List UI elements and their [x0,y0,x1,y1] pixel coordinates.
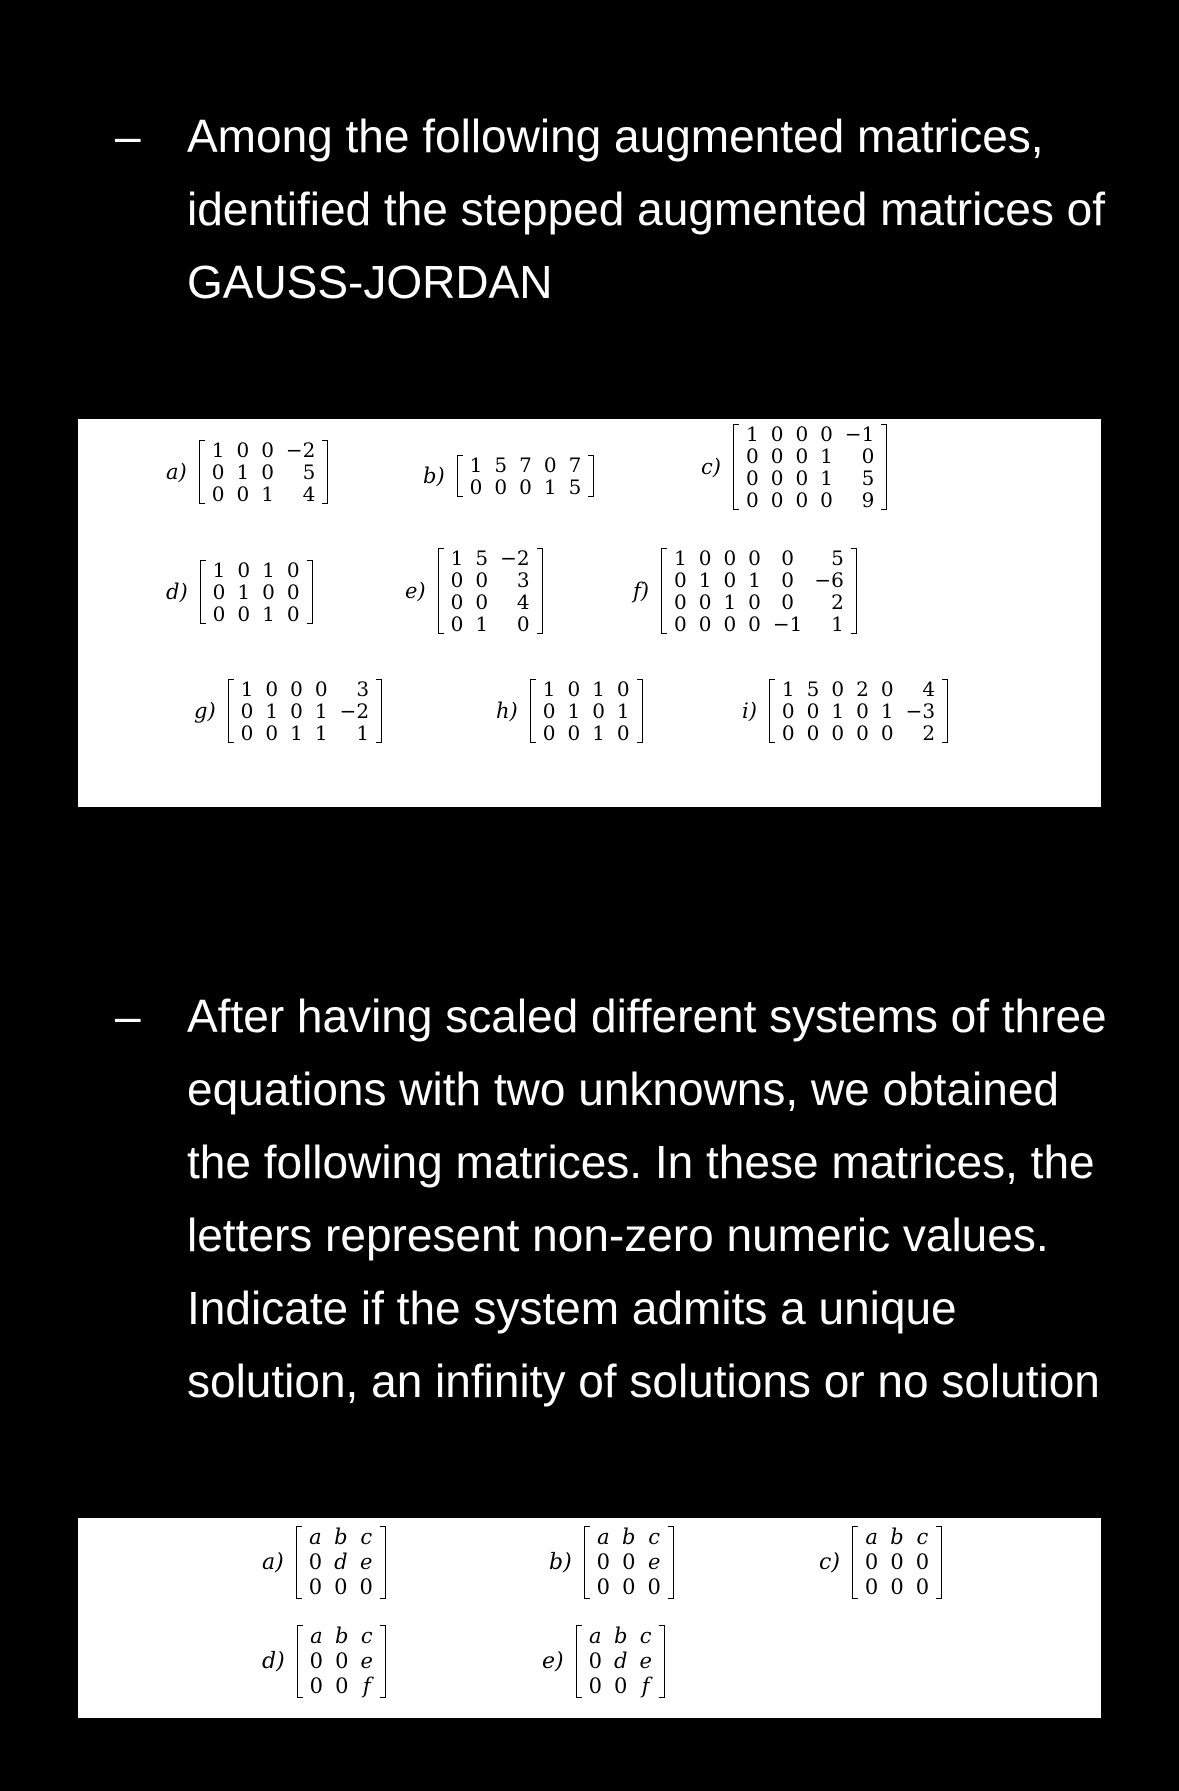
matrix-cell: 1 [290,721,303,745]
matrices-panel-1 [78,419,1101,807]
matrix-cell: 0 [622,1550,636,1574]
matrix-cell: e [360,1550,373,1574]
matrix-cell: 1 [745,422,759,446]
matrix-cell: 1 [880,699,894,723]
matrix-cell: 0 [450,612,464,636]
matrix-cell: 5 [302,460,316,484]
matrix-cell: 0 [286,602,300,626]
matrix-cell: 0 [864,1550,879,1574]
matrix [199,439,329,505]
matrix-cell: 1 [469,453,483,477]
matrix-row [303,1550,379,1575]
matrix-cell: 0 [261,460,274,484]
matrix-cell: b [622,1525,636,1549]
matrix-cell: 0 [831,721,845,745]
matrix-cell: 3 [516,568,530,592]
matrix-cell: b [613,1624,628,1648]
matrix-label: i) [742,699,757,723]
matrix-row [303,1575,379,1600]
matrix [228,678,382,744]
matrix-cell: 9 [861,488,875,512]
matrix-cell: 0 [698,546,712,570]
matrix-row [445,569,536,591]
matrix-cell: 0 [494,475,508,499]
matrix-item [166,439,328,505]
matrix-cell: 1 [567,699,581,723]
matrix-cell: 1 [831,612,844,636]
matrix-label: d) [262,1649,285,1674]
matrix-cell: 1 [237,580,251,604]
matrix-cell: 0 [475,568,489,592]
matrix-cell: 0 [211,460,225,484]
matrix-cell: 0 [450,590,464,614]
matrix-cell: 0 [308,1575,323,1599]
matrix-row [537,700,636,722]
matrix-cell: 0 [543,453,557,477]
matrix-cell: f [641,1674,650,1698]
matrix-cell: 0 [286,558,300,582]
matrix-cell: 5 [568,475,582,499]
matrix-label: f) [633,579,649,603]
matrix-item [405,547,543,635]
matrix-cell: 5 [475,546,489,570]
matrix-cell: 0 [240,699,254,723]
matrix-label: c) [819,1550,840,1575]
matrix-cell: 0 [592,699,605,723]
matrix-cell: 0 [309,1649,324,1673]
matrix-row [668,569,850,591]
matrix-row [445,547,536,569]
matrix-cell: 0 [542,721,556,745]
matrix [200,559,313,625]
bullet-dash: – [115,110,141,162]
matrix [296,1525,386,1600]
matrix-cell: 0 [212,602,226,626]
matrix-cell: b [334,1525,348,1549]
matrix-cell: 0 [795,488,809,512]
matrix-label: e) [405,579,426,603]
matrix-cell: 0 [723,568,737,592]
matrix-cell: e [639,1649,652,1673]
matrix-cell: 0 [748,590,761,614]
matrix-row [591,1525,667,1550]
matrix-item [166,559,313,625]
matrix-cell: 1 [261,482,274,506]
question-2-text: After having scaled different systems of three equations with two unknowns, we obtained the following matrices. In these matrices, the letters represent non-zero numeric values. Indicate if the system admits a unique solution, an infinity of solutions or no solution [187,990,1107,1407]
matrix-cell: 0 [236,438,250,462]
matrix-cell: 1 [616,699,630,723]
bullet-dash: – [115,990,141,1042]
matrix-cell: a [597,1525,610,1549]
matrix-cell: 1 [450,546,464,570]
matrix-cell: 0 [240,721,254,745]
matrix-row [776,700,941,722]
matrix-cell: 2 [831,590,844,614]
matrix-cell: a [865,1525,878,1549]
matrix-row [740,423,880,445]
matrix-cell: 0 [673,612,687,636]
matrix-cell: 0 [236,482,250,506]
matrix [852,1525,942,1600]
matrix-cell: 0 [211,482,225,506]
matrix-cell: 5 [806,677,820,701]
matrix-row [207,581,306,603]
matrix-row [445,591,536,613]
matrix-row [583,1674,658,1699]
matrix-cell: 1 [543,475,557,499]
matrix [584,1525,674,1600]
matrix-cell: 0 [314,677,328,701]
matrix-cell: a [589,1624,602,1648]
matrix-cell: 0 [567,677,581,701]
matrix-cell: 1 [820,444,833,468]
matrix-cell: 0 [915,1575,930,1599]
matrix-label: g) [194,699,216,723]
matrix-item [262,1624,386,1699]
matrix-label: e) [542,1649,564,1674]
matrix-cell: 5 [861,466,875,490]
matrix-cell: d [613,1649,628,1673]
matrix-cell: 0 [673,568,687,592]
matrix-cell: 0 [616,677,630,701]
matrix [769,678,948,744]
matrix-cell: 0 [770,466,784,490]
matrix-cell: 1 [748,568,761,592]
matrix-label: a) [262,1550,284,1575]
matrix-row [206,439,322,461]
matrix-cell: 1 [265,699,279,723]
matrix-cell: 0 [795,444,809,468]
matrix-cell: 0 [588,1649,602,1673]
matrix-cell: c [648,1525,661,1549]
matrix-row [304,1649,379,1674]
matrix-cell: 0 [335,1674,349,1698]
matrix-cell: −2 [339,699,370,723]
matrix-row [859,1575,935,1600]
matrix-cell: 0 [770,422,784,446]
matrix-cell: c [360,1525,373,1549]
matrix-row [303,1525,379,1550]
matrix-row [207,559,306,581]
matrix-cell: −1 [772,612,803,636]
matrix-cell: 1 [262,602,275,626]
matrix-cell: 0 [861,444,875,468]
matrix-cell: 0 [647,1575,661,1599]
matrix-row [859,1525,935,1550]
matrix-cell: 0 [781,590,795,614]
matrix [438,547,543,635]
matrix-cell: 0 [334,1575,348,1599]
matrix-label: c) [701,455,721,479]
matrix-label: h) [496,699,518,723]
matrix-cell: 0 [880,677,894,701]
matrix-cell: 0 [745,444,759,468]
matrix-cell: 5 [831,546,844,570]
matrix-cell: 0 [880,721,894,745]
matrix-row [206,461,322,483]
matrix-cell: 1 [262,558,275,582]
matrix-cell: 0 [359,1575,373,1599]
matrix-row [668,613,850,635]
matrix-cell: f [362,1674,371,1698]
matrix-cell: 0 [795,466,809,490]
matrix-cell: 0 [622,1575,636,1599]
matrix-cell: 0 [475,590,489,614]
matrix-cell: 0 [614,1674,628,1698]
matrix-row [445,613,536,635]
matrix-cell: 0 [770,488,784,512]
matrix-cell: 0 [237,558,251,582]
matrix-cell: 1 [698,568,712,592]
matrix-cell: 4 [302,482,316,506]
matrix [576,1624,665,1699]
matrix-cell: 0 [781,546,795,570]
matrix-row [859,1550,935,1575]
matrix-cell: 0 [290,677,303,701]
matrix-cell: 3 [356,677,370,701]
matrix-cell: e [647,1550,661,1574]
matrix-row [591,1550,667,1575]
matrix-cell: 0 [596,1575,611,1599]
matrix-cell: 0 [745,466,759,490]
matrix-cell: 0 [770,444,784,468]
matrix-cell: 0 [781,721,795,745]
matrix-cell: 0 [262,580,275,604]
matrix-cell: −1 [844,422,875,446]
matrix-row [235,700,375,722]
matrix-cell: 0 [698,612,712,636]
matrix [733,423,887,511]
matrix-cell: c [360,1624,373,1648]
matrix-cell: 4 [516,590,530,614]
matrix-row [537,722,636,744]
matrix-cell: 2 [922,721,936,745]
matrix-cell: b [890,1525,904,1549]
matrix-row [776,678,941,700]
matrix-cell: 1 [820,466,833,490]
matrix-cell: 0 [915,1550,930,1574]
matrix-row [591,1575,667,1600]
matrix-cell: 1 [212,558,226,582]
matrix-row [464,476,588,498]
matrix-cell: −6 [814,568,844,592]
matrix-cell: 0 [212,580,226,604]
matrix-cell: 1 [211,438,225,462]
matrices-panel-2 [78,1518,1101,1718]
matrix-item [496,678,643,744]
matrix-cell: a [309,1525,322,1549]
matrix-cell: 0 [265,677,279,701]
matrix-cell: 1 [781,677,795,701]
matrix-cell: 1 [831,699,845,723]
matrix-cell: 0 [806,699,820,723]
matrix-cell: 0 [806,721,820,745]
matrix-cell: −2 [285,438,316,462]
matrix-cell: 0 [469,475,483,499]
matrix-label: d) [166,580,188,604]
matrix [297,1624,386,1699]
matrix-cell: −2 [500,546,530,570]
matrix-item [194,678,382,744]
matrix-cell: 0 [781,568,795,592]
matrix-cell: 0 [516,612,530,636]
matrix [661,547,857,635]
matrix-cell: −3 [905,699,936,723]
matrix-row [207,603,306,625]
matrix-cell: 1 [356,721,370,745]
matrix-cell: 1 [475,612,489,636]
matrix-cell: 0 [519,475,532,499]
matrix-row [583,1624,658,1649]
matrix-cell: 0 [890,1550,904,1574]
matrix-cell: 0 [856,699,869,723]
matrix-item [423,454,594,498]
matrix-cell: c [916,1525,929,1549]
matrix-item [701,423,887,511]
matrix-row [776,722,941,744]
matrix-row [740,489,880,511]
matrix-cell: 0 [831,677,845,701]
matrix-cell: 0 [237,602,251,626]
matrix-cell: b [335,1624,349,1648]
matrix-cell: 0 [335,1649,349,1673]
matrix-item [819,1525,942,1600]
matrix-cell: a [310,1624,323,1648]
matrix-cell: 1 [314,721,328,745]
matrix-item [549,1525,674,1600]
matrix-label: a) [166,460,187,484]
matrix-cell: 1 [240,677,254,701]
matrix-cell: d [334,1550,348,1574]
matrix-cell: 0 [890,1575,904,1599]
matrix-cell: 0 [723,612,737,636]
matrix-cell: 0 [748,612,761,636]
matrix-cell: 5 [494,453,508,477]
matrix-cell: e [360,1649,373,1673]
matrix-cell: 1 [592,721,605,745]
matrix-row [537,678,636,700]
matrix-cell: 0 [265,721,279,745]
matrix-cell: 0 [588,1674,602,1698]
matrix [457,454,595,498]
matrix-cell: 2 [856,677,869,701]
matrix-cell: 1 [314,699,328,723]
matrix-cell: 1 [723,590,737,614]
matrix-row [206,483,322,505]
matrix-cell: 7 [568,453,582,477]
matrix-row [668,547,850,569]
matrix-cell: 1 [236,460,250,484]
matrix-row [668,591,850,613]
matrix-cell: 0 [673,590,687,614]
matrix-cell: 0 [723,546,737,570]
matrix-cell: 0 [795,422,809,446]
matrix-cell: 0 [309,1674,324,1698]
matrix-cell: 0 [864,1575,879,1599]
matrix-cell: 0 [308,1550,323,1574]
matrix-item [633,547,857,635]
matrix-cell: 4 [922,677,936,701]
matrix-row [235,722,375,744]
matrix-cell: 1 [542,677,556,701]
matrix-row [740,467,880,489]
matrix-cell: 0 [698,590,712,614]
matrix-cell: 1 [673,546,687,570]
matrix-cell: 0 [820,422,833,446]
matrix-item [742,678,948,744]
matrix-row [583,1649,658,1674]
matrix-cell: c [639,1624,652,1648]
matrix-cell: 0 [567,721,581,745]
matrix-cell: 0 [261,438,274,462]
matrix-row [235,678,375,700]
matrix-cell: 0 [781,699,795,723]
matrix-label: b) [423,464,445,488]
matrix-row [464,454,588,476]
matrix-cell: 0 [290,699,303,723]
matrix-cell: 0 [596,1550,611,1574]
matrix-item [262,1525,386,1600]
matrix-cell: 0 [542,699,556,723]
matrix-label: b) [549,1550,572,1575]
matrix-row [740,445,880,467]
matrix-cell: 0 [820,488,833,512]
matrix-cell: 7 [519,453,532,477]
matrix [530,678,643,744]
matrix-cell: 1 [592,677,605,701]
matrix-row [304,1674,379,1699]
matrix-cell: 0 [745,488,759,512]
matrix-item [542,1624,665,1699]
matrix-cell: 0 [616,721,630,745]
matrix-row [304,1624,379,1649]
matrix-cell: 0 [748,546,761,570]
matrix-cell: 0 [856,721,869,745]
question-1-text: Among the following augmented matrices, identified the stepped augmented matrices of GAUSS-JORDAN [187,110,1106,308]
matrix-cell: 0 [450,568,464,592]
matrix-cell: 0 [286,580,300,604]
